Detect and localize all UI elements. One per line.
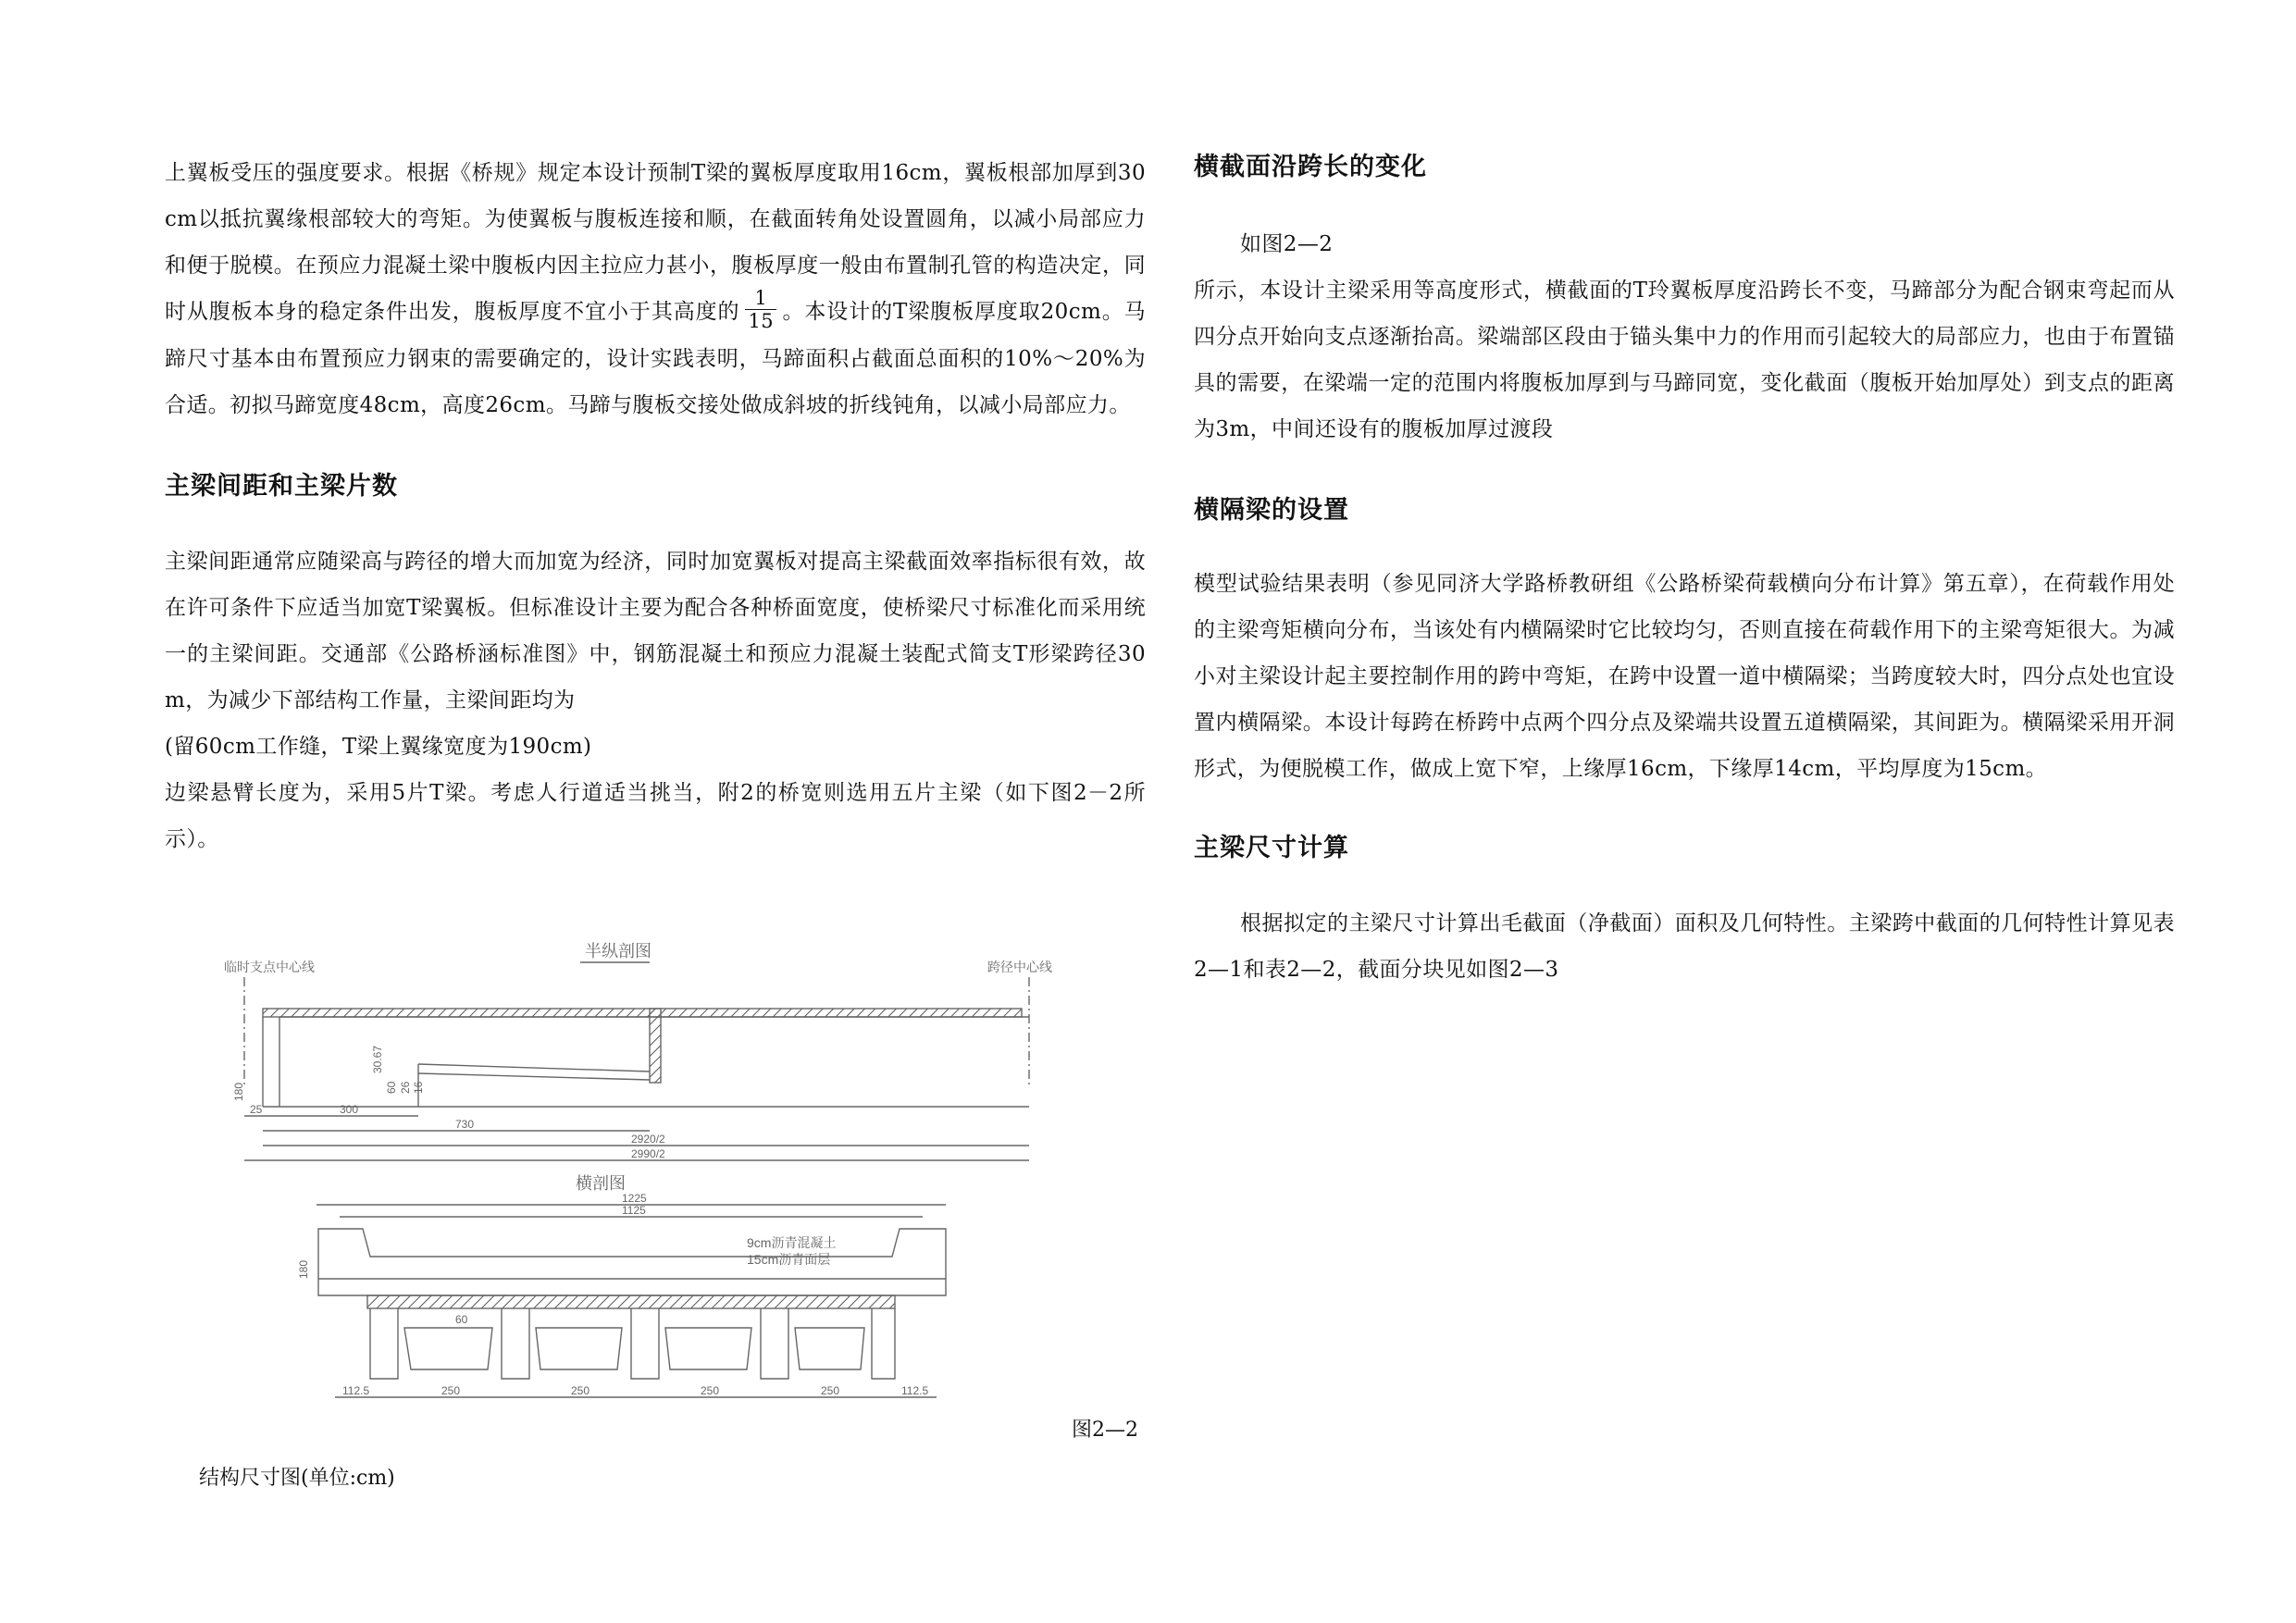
dim-16: 16 bbox=[412, 1081, 425, 1094]
heading-girder-spacing: 主梁间距和主梁片数 bbox=[165, 471, 398, 501]
dim-cross-height-180: 180 bbox=[297, 1259, 310, 1279]
left-column bbox=[165, 130, 1146, 862]
fraction-numerator: 1 bbox=[745, 287, 776, 310]
dim-112-5-left: 112.5 bbox=[342, 1384, 370, 1397]
dim-2990-2: 2990/2 bbox=[631, 1147, 665, 1160]
support-centerline-label: 临时支点中心线 bbox=[224, 960, 315, 974]
dim-250-b: 250 bbox=[571, 1384, 590, 1397]
half-elevation-title: 半纵剖图 bbox=[585, 942, 652, 960]
paragraph-work-joint: (留60cm工作缝，T梁上翼缘宽度为190cm) bbox=[165, 734, 592, 759]
midspan-centerline-label: 跨径中心线 bbox=[987, 960, 1052, 974]
dim-730: 730 bbox=[455, 1118, 475, 1131]
drawing-svg bbox=[205, 935, 1168, 1416]
dim-height-180: 180 bbox=[232, 1082, 245, 1101]
structure-dimension-drawing bbox=[205, 935, 1168, 1416]
paragraph-flange-web bbox=[165, 150, 1146, 428]
figure-caption: 结构尺寸图(单位:cm) bbox=[199, 1467, 395, 1490]
paragraph-diaphragm: 模型试验结果表明（参见同济大学路桥教研组《公路桥梁荷载横向分布计算》第五章），在荷载作用处的主梁弯矩横向分布，当该处有内横隔梁时它比较均匀，否则直接在荷载作用下的主梁弯矩很大。为减小对主梁设计起主要控制作用的跨中弯矩，在跨中设置一道中横隔梁；当跨度较大时，四分点处也宜设置内横隔梁。本设计每跨在桥跨中点两个四分点及梁端共设置五道横隔梁，其间距为。横隔梁采用开洞形式，为便脱模工作，做成上宽下窄，上缘厚16cm，下缘厚14cm，平均厚度为15cm。 bbox=[1194, 572, 2175, 781]
dim-26: 26 bbox=[399, 1081, 412, 1094]
dim-300: 300 bbox=[340, 1103, 359, 1116]
cross-section-title: 横剖图 bbox=[576, 1174, 626, 1193]
note-asphalt-15cm: 15cm沥青面层 bbox=[747, 1252, 831, 1267]
dim-2920-2: 2920/2 bbox=[631, 1133, 665, 1146]
figure-number: 图2—2 bbox=[1072, 1419, 1138, 1442]
heading-girder-dimensions: 主梁尺寸计算 bbox=[1194, 834, 1349, 862]
dim-60: 60 bbox=[385, 1081, 398, 1094]
right-column bbox=[1194, 130, 2175, 993]
dim-30-67: 30.67 bbox=[371, 1045, 384, 1073]
note-asphalt-9cm: 9cm沥青混凝土 bbox=[747, 1235, 837, 1250]
paragraph-text: 。本设计的T梁腹板厚度取20cm。马蹄尺寸基本由布置预应力钢束的需要确定的，设计实践表明，马蹄面积占截面总面积的10%～20%为合适。初拟马蹄宽度48cm，高度26cm。马蹄与腹板交接处做成斜坡的折线钝角，以减小局部应力。 bbox=[165, 300, 1147, 417]
dim-250-a: 250 bbox=[441, 1384, 461, 1397]
fraction-one-fifteenth bbox=[745, 287, 776, 332]
dim-25: 25 bbox=[250, 1103, 263, 1116]
dim-web-60: 60 bbox=[455, 1313, 468, 1326]
dim-250-d: 250 bbox=[821, 1384, 840, 1397]
paragraph-text: 上翼板受压的强度要求。根据《桥规》规定本设计预制T梁的翼板厚度取用16cm，翼板根部加厚到30cm以抵抗翼缘根部较大的弯矩。为使翼板与腹板连接和顺，在截面转角处设置圆角，以减小局部应力和便于脱模。在预应力混凝土梁中腹板内因主拉应力甚小，腹板厚度一般由布置制孔管的构造决定，同时从腹板本身的稳定条件出发，腹板厚度不宜小于其高度的 bbox=[165, 161, 1146, 324]
heading-cross-section-variation: 横截面沿跨长的变化 bbox=[1194, 153, 1427, 181]
fraction-denominator: 15 bbox=[748, 309, 774, 332]
paragraph-girder-dimensions: 根据拟定的主梁尺寸计算出毛截面（净截面）面积及几何特性。主梁跨中截面的几何特性计算见表2—1和表2—2，截面分块见如图2—3 bbox=[1194, 911, 2175, 982]
heading-diaphragm: 横隔梁的设置 bbox=[1194, 496, 1349, 525]
dim-250-c: 250 bbox=[701, 1384, 720, 1397]
paragraph-girder-spacing: 主梁间距通常应随梁高与跨径的增大而加宽为经济，同时加宽翼板对提高主梁截面效率指标很有效，故在许可条件下应适当加宽T梁翼板。但标准设计主要为配合各种桥面宽度，使桥梁尺寸标准化而采用统一的主梁间距。交通部《公路桥涵标准图》中，钢筋混凝土和预应力混凝土装配式简支T形梁跨径30m，为减少下部结构工作量，主梁间距均为 bbox=[165, 549, 1146, 712]
dim-1125: 1125 bbox=[622, 1204, 646, 1217]
dim-112-5-right: 112.5 bbox=[901, 1384, 929, 1397]
paragraph-cross-section: 所示，本设计主梁采用等高度形式，横截面的T玲翼板厚度沿跨长不变，马蹄部分为配合钢束弯起而从四分点开始向支点逐渐抬高。梁端部区段由于锚头集中力的作用而引起较大的局部应力，也由于布置锚具的需要，在梁端一定的范围内将腹板加厚到与马蹄同宽，变化截面（腹板开始加厚处）到支点的距离为3m，中间还设有的腹板加厚过渡段 bbox=[1194, 279, 2175, 441]
paragraph-cantilever: 边梁悬臂长度为，采用5片T梁。考虑人行道适当挑当，附2的桥宽则选用五片主梁（如下图2－2所示）。 bbox=[165, 780, 1146, 851]
dim-1225: 1225 bbox=[622, 1192, 647, 1205]
paragraph-figure-ref: 如图2—2 bbox=[1240, 232, 1334, 256]
